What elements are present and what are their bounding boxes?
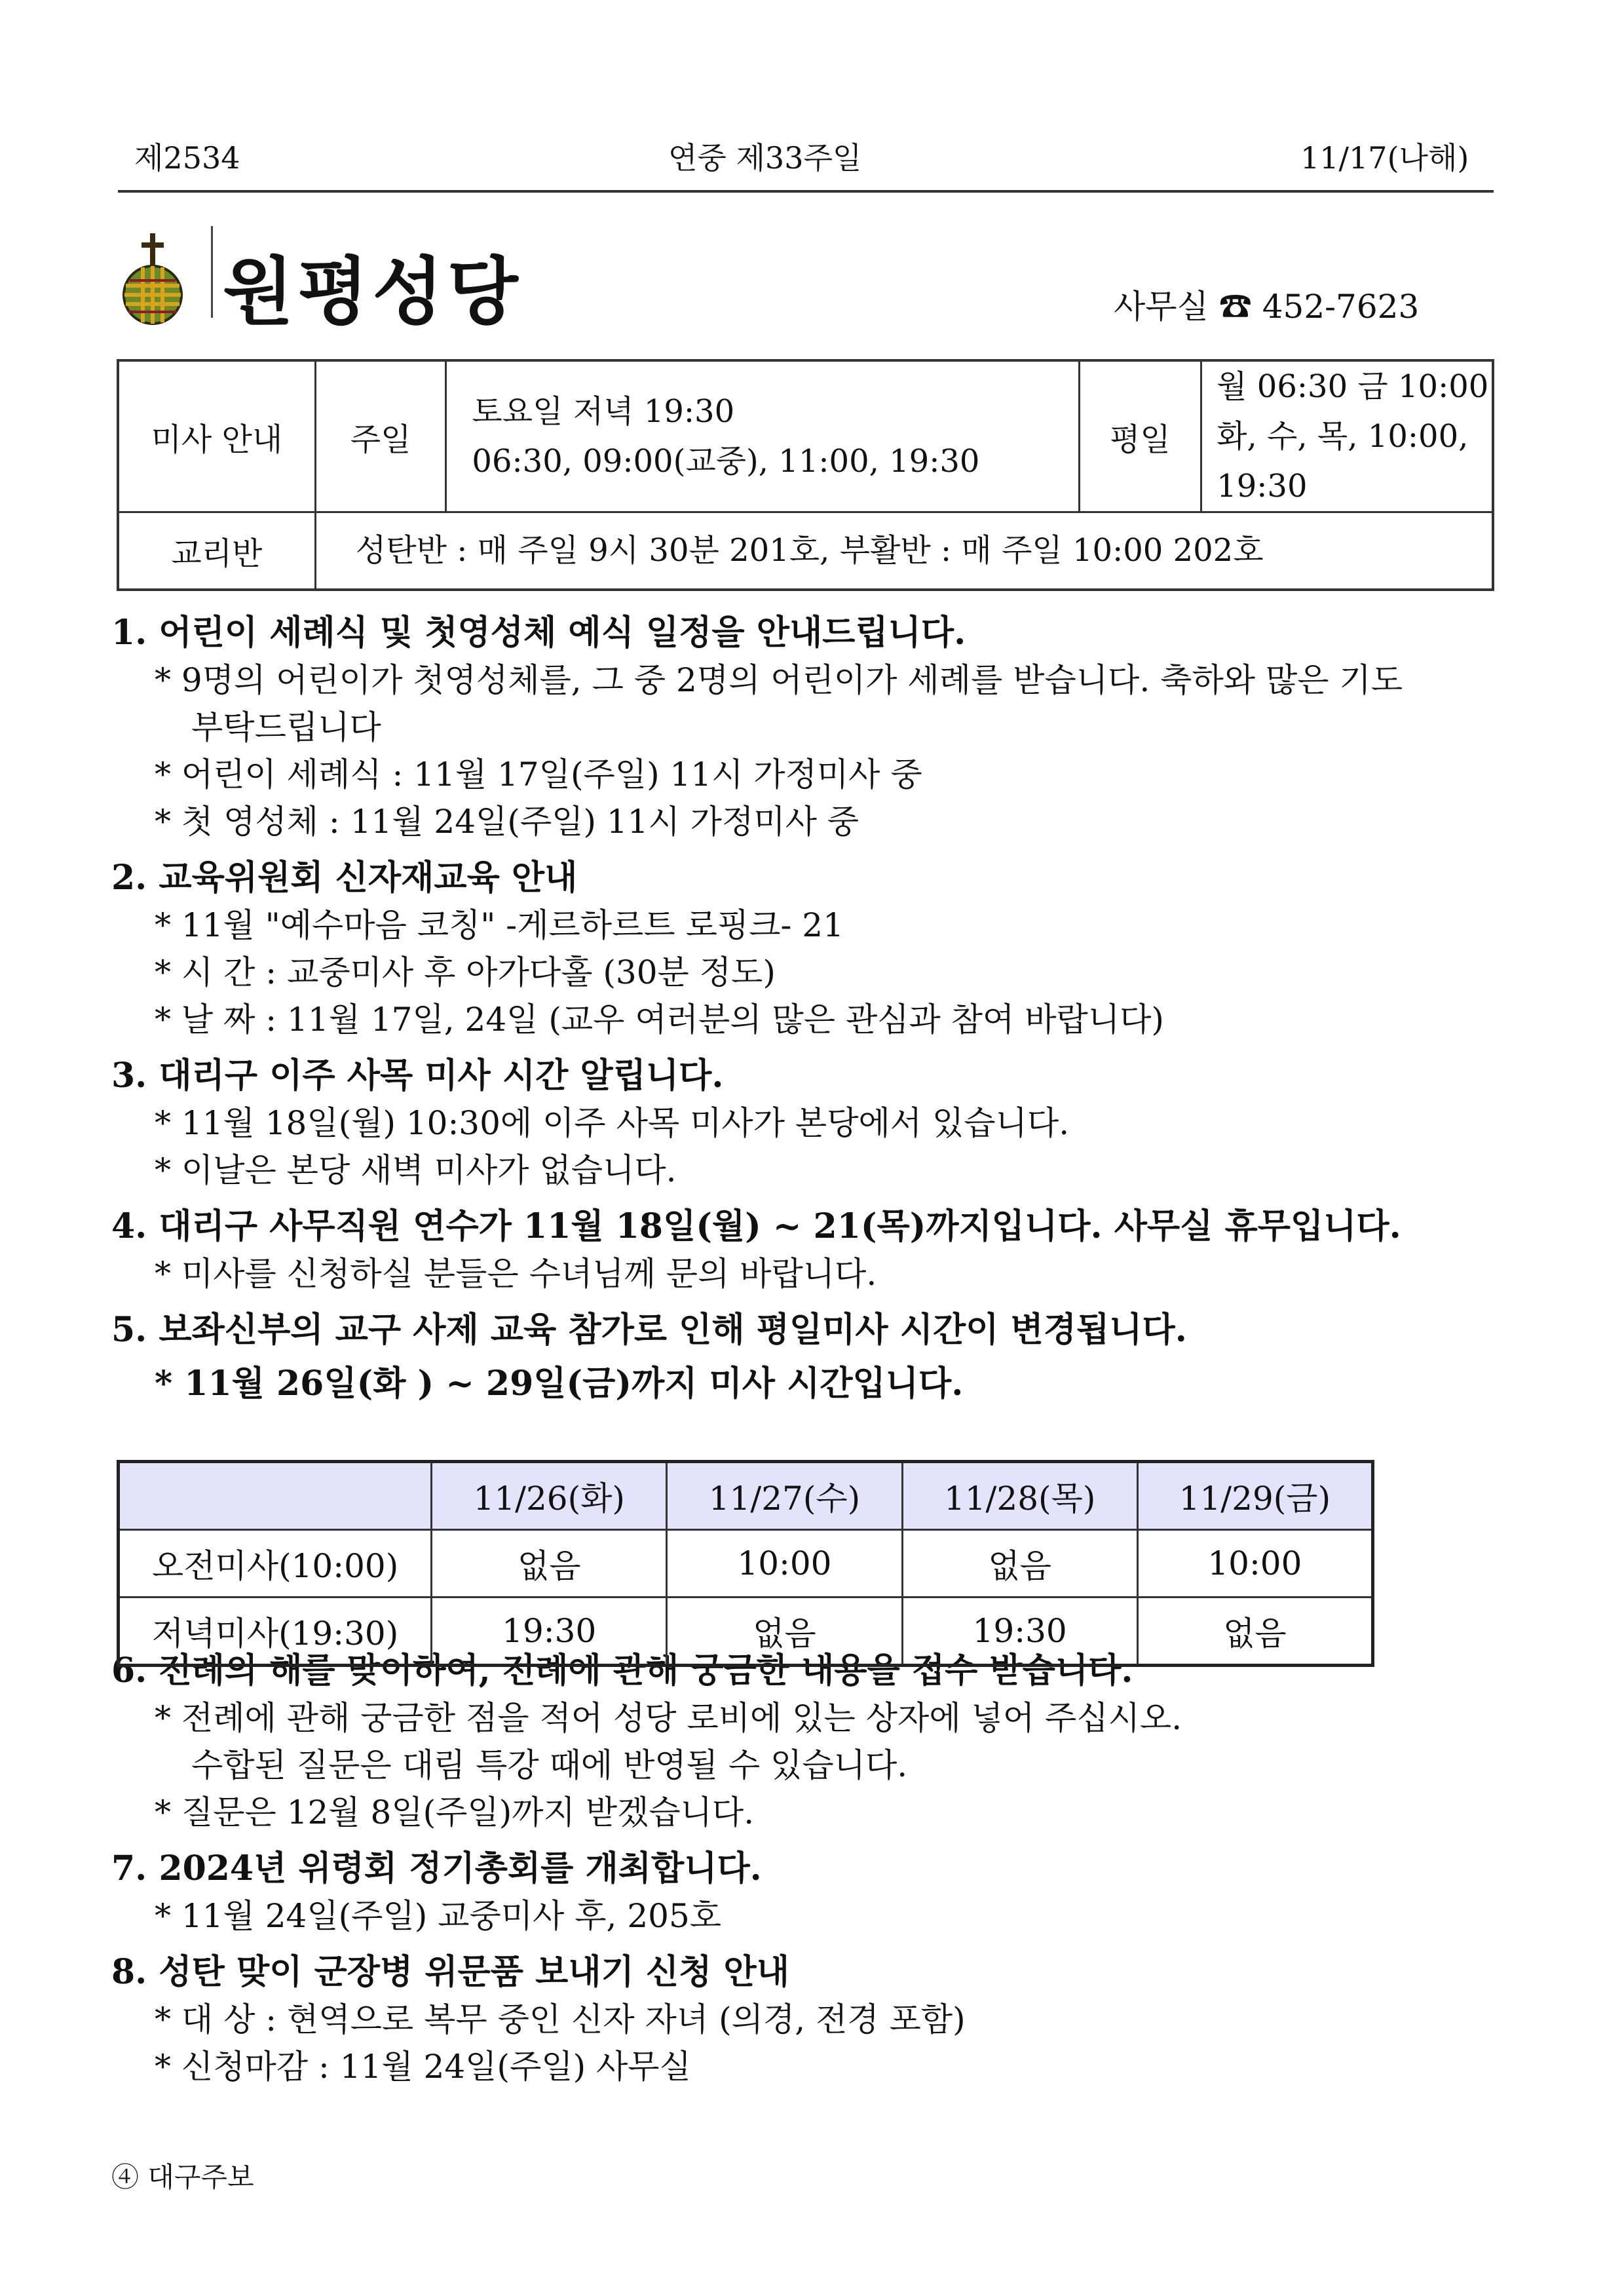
section-5-title: 5. 보좌신부의 교구 사제 교육 참가로 인해 평일미사 시간이 변경됩니다. bbox=[111, 1310, 1187, 1350]
sunday-label: 주일 bbox=[315, 360, 446, 512]
weekday-label: 평일 bbox=[1079, 360, 1201, 512]
office-phone: 452-7623 bbox=[1262, 288, 1420, 326]
list-item: * 시 간 : 교중미사 후 아가다홀 (30분 정도) bbox=[155, 953, 776, 991]
section-7-title: 7. 2024년 위령회 정기총회를 개최합니다. bbox=[111, 1848, 762, 1888]
table-header-row bbox=[119, 1462, 1373, 1530]
office-contact bbox=[1114, 280, 1419, 328]
mass-info-table bbox=[117, 359, 1494, 591]
page-footer: ④ 대구주보 bbox=[111, 2161, 254, 2193]
table-cell: 19:30 bbox=[432, 1598, 667, 1666]
list-item: * 전례에 관해 궁금한 점을 적어 성당 로비에 있는 상자에 넣어 주십시오. bbox=[155, 1699, 1182, 1737]
bulletin-date: 11/17(나해) bbox=[1300, 140, 1469, 176]
table-cell: 오전미사(10:00) bbox=[119, 1530, 432, 1598]
office-label: 사무실 bbox=[1114, 288, 1209, 326]
weekday-times bbox=[1201, 360, 1493, 512]
list-item: 부탁드립니다 bbox=[191, 708, 381, 746]
church-name: 원평성당 bbox=[223, 250, 522, 335]
list-item: * 11월 26일(화 ) ~ 29일(금)까지 미사 시간입니다. bbox=[155, 1364, 964, 1404]
table-cell: 없음 bbox=[667, 1598, 902, 1666]
cross-globe-icon bbox=[117, 231, 189, 329]
table-cell: 10:00 bbox=[1137, 1530, 1372, 1598]
table-cell: 저녁미사(19:30) bbox=[119, 1598, 432, 1666]
catechism-label: 교리반 bbox=[118, 512, 315, 590]
section-1-title: 1. 어린이 세례식 및 첫영성체 예식 일정을 안내드립니다. bbox=[111, 613, 966, 653]
weekday-times-line1: 월 06:30 금 10:00 bbox=[1217, 368, 1489, 405]
list-item: 수합된 질문은 대림 특강 때에 반영될 수 있습니다. bbox=[191, 1746, 908, 1784]
section-4-title: 4. 대리구 사무직원 연수가 11월 18일(월) ~ 21(목)까지입니다. 사무실 휴무입니다. bbox=[111, 1206, 1401, 1246]
list-item: * 11월 24일(주일) 교중미사 후, 205호 bbox=[155, 1897, 722, 1935]
section-2-title: 2. 교육위원회 신자재교육 안내 bbox=[111, 858, 578, 898]
sunday-times-line1: 토요일 저녁 19:30 bbox=[472, 393, 735, 430]
list-item: * 날 짜 : 11월 17일, 24일 (교우 여러분의 많은 관심과 참여 바랍니다) bbox=[155, 1001, 1164, 1039]
table-header-cell bbox=[119, 1462, 432, 1530]
list-item: * 대 상 : 현역으로 복무 중인 신자 자녀 (의경, 전경 포함) bbox=[155, 2000, 966, 2038]
table-row bbox=[119, 1530, 1373, 1598]
mass-info-label: 미사 안내 bbox=[118, 360, 315, 512]
section-6-title: 6. 전례의 해를 맞이하여, 전례에 관해 궁금한 내용을 접수 받습니다. bbox=[111, 1651, 1133, 1691]
list-item: * 질문은 12월 8일(주일)까지 받겠습니다. bbox=[155, 1793, 755, 1831]
table-header-cell: 11/27(수) bbox=[667, 1462, 902, 1530]
section-8-title: 8. 성탄 맞이 군장병 위문품 보내기 신청 안내 bbox=[111, 1952, 789, 1992]
list-item: * 어린이 세례식 : 11월 17일(주일) 11시 가정미사 중 bbox=[155, 756, 922, 794]
list-item: * 9명의 어린이가 첫영성체를, 그 중 2명의 어린이가 세례를 받습니다. 축하와 많은 기도 bbox=[155, 661, 1403, 699]
table-row bbox=[119, 1598, 1373, 1666]
logo-divider bbox=[211, 226, 213, 318]
table-header-cell: 11/26(화) bbox=[432, 1462, 667, 1530]
table-header-cell: 11/29(금) bbox=[1137, 1462, 1372, 1530]
weekday-schedule-table bbox=[117, 1460, 1374, 1667]
list-item: * 신청마감 : 11월 24일(주일) 사무실 bbox=[155, 2048, 691, 2086]
liturgical-sunday: 연중 제33주일 bbox=[668, 140, 862, 176]
catechism-text: 성탄반 : 매 주일 9시 30분 201호, 부활반 : 매 주일 10:00 202호 bbox=[315, 512, 1493, 590]
list-item: * 이날은 본당 새벽 미사가 없습니다. bbox=[155, 1151, 677, 1189]
list-item: * 미사를 신청하실 분들은 수녀님께 문의 바랍니다. bbox=[155, 1255, 877, 1293]
table-cell: 없음 bbox=[432, 1530, 667, 1598]
announcement-list bbox=[111, 609, 1500, 2090]
list-item: * 첫 영성체 : 11월 24일(주일) 11시 가정미사 중 bbox=[155, 803, 859, 841]
weekday-times-line2: 화, 수, 목, 10:00, 19:30 bbox=[1217, 418, 1469, 505]
list-item: * 11월 18일(월) 10:30에 이주 사목 미사가 본당에서 있습니다. bbox=[155, 1104, 1070, 1142]
sunday-times-line2: 06:30, 09:00(교중), 11:00, 19:30 bbox=[472, 443, 980, 480]
table-cell: 없음 bbox=[902, 1530, 1137, 1598]
section-3-title: 3. 대리구 이주 사목 미사 시간 알립니다. bbox=[111, 1056, 724, 1096]
issue-number: 제2534 bbox=[134, 140, 240, 176]
table-cell: 19:30 bbox=[902, 1598, 1137, 1666]
header-divider bbox=[118, 190, 1494, 193]
table-cell: 없음 bbox=[1137, 1598, 1372, 1666]
sunday-times bbox=[446, 360, 1079, 512]
table-header-cell: 11/28(목) bbox=[902, 1462, 1137, 1530]
list-item: * 11월 "예수마음 코칭" -게르하르트 로핑크- 21 bbox=[155, 906, 844, 944]
phone-icon: ☎ bbox=[1218, 288, 1252, 326]
table-cell: 10:00 bbox=[667, 1530, 902, 1598]
